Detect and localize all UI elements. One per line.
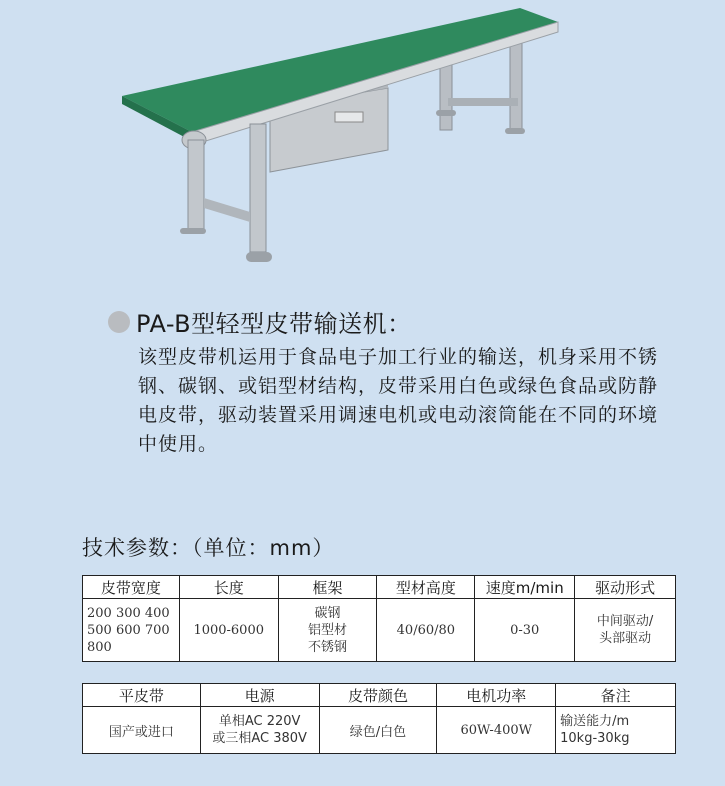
cell-frame: [278, 599, 377, 662]
col-flat-belt: 平皮带: [83, 684, 201, 707]
table-header-row: [83, 576, 676, 599]
col-drive: 驱动形式: [575, 576, 676, 599]
table-header-row: [83, 684, 676, 707]
drive-line: 中间驱动/: [596, 614, 654, 629]
col-motor-power: 电机功率: [437, 684, 556, 707]
col-belt-width: 皮带宽度: [83, 576, 180, 599]
col-power-supply: 电源: [200, 684, 319, 707]
product-description: 该型皮带机运用于食品电子加工行业的输送，机身采用不锈钢、碳钢、或铝型材结构，皮带采用白色或绿色食品或防静电皮带，驱动装置采用调速电机或电动滚筒能在不同的环境中使用。: [138, 346, 659, 455]
col-profile-height: 型材高度: [377, 576, 475, 599]
belt-width-line: 800: [87, 639, 112, 655]
bullet-icon: [108, 311, 130, 333]
table-row: [83, 599, 676, 662]
table-row: [83, 707, 676, 754]
remark-line: 10kg-30kg: [560, 731, 630, 746]
cell-belt-width: [83, 599, 180, 662]
col-remark: 备注: [556, 684, 676, 707]
drive-line: 头部驱动: [599, 631, 652, 646]
conveyor-photo: [110, 0, 570, 285]
power-line: 或三相AC 380V: [212, 731, 307, 746]
cell-power-supply: [200, 707, 319, 754]
power-line: 单相AC 220V: [218, 714, 301, 729]
frame-line: 碳钢: [314, 605, 341, 621]
cell-drive: [575, 599, 676, 662]
cell-remark: [556, 707, 676, 754]
spec-table-1: [82, 575, 676, 662]
cell-flat-belt: 国产或进口: [83, 707, 201, 754]
spec-table-2: [82, 683, 676, 754]
cell-motor-power: 60W-400W: [437, 707, 556, 754]
belt-width-line: 500 600 700: [87, 622, 170, 638]
col-frame: 框架: [278, 576, 377, 599]
col-speed: 速度m/min: [475, 576, 575, 599]
product-title: PA-B型轻型皮带输送机：: [136, 310, 412, 338]
col-belt-color: 皮带颜色: [319, 684, 437, 707]
col-length: 长度: [179, 576, 278, 599]
params-title: 技术参数：（单位：mm）: [82, 536, 335, 560]
remark-line: 输送能力/m: [560, 714, 630, 729]
cell-belt-color: 绿色/白色: [319, 707, 437, 754]
frame-line: 不锈钢: [308, 639, 348, 655]
frame-line: 铝型材: [308, 622, 348, 638]
belt-width-line: 200 300 400: [87, 605, 170, 621]
cell-profile-height: 40/60/80: [377, 599, 475, 662]
product-heading: [108, 304, 412, 339]
cell-speed: 0-30: [475, 599, 575, 662]
cell-length: 1000-6000: [179, 599, 278, 662]
